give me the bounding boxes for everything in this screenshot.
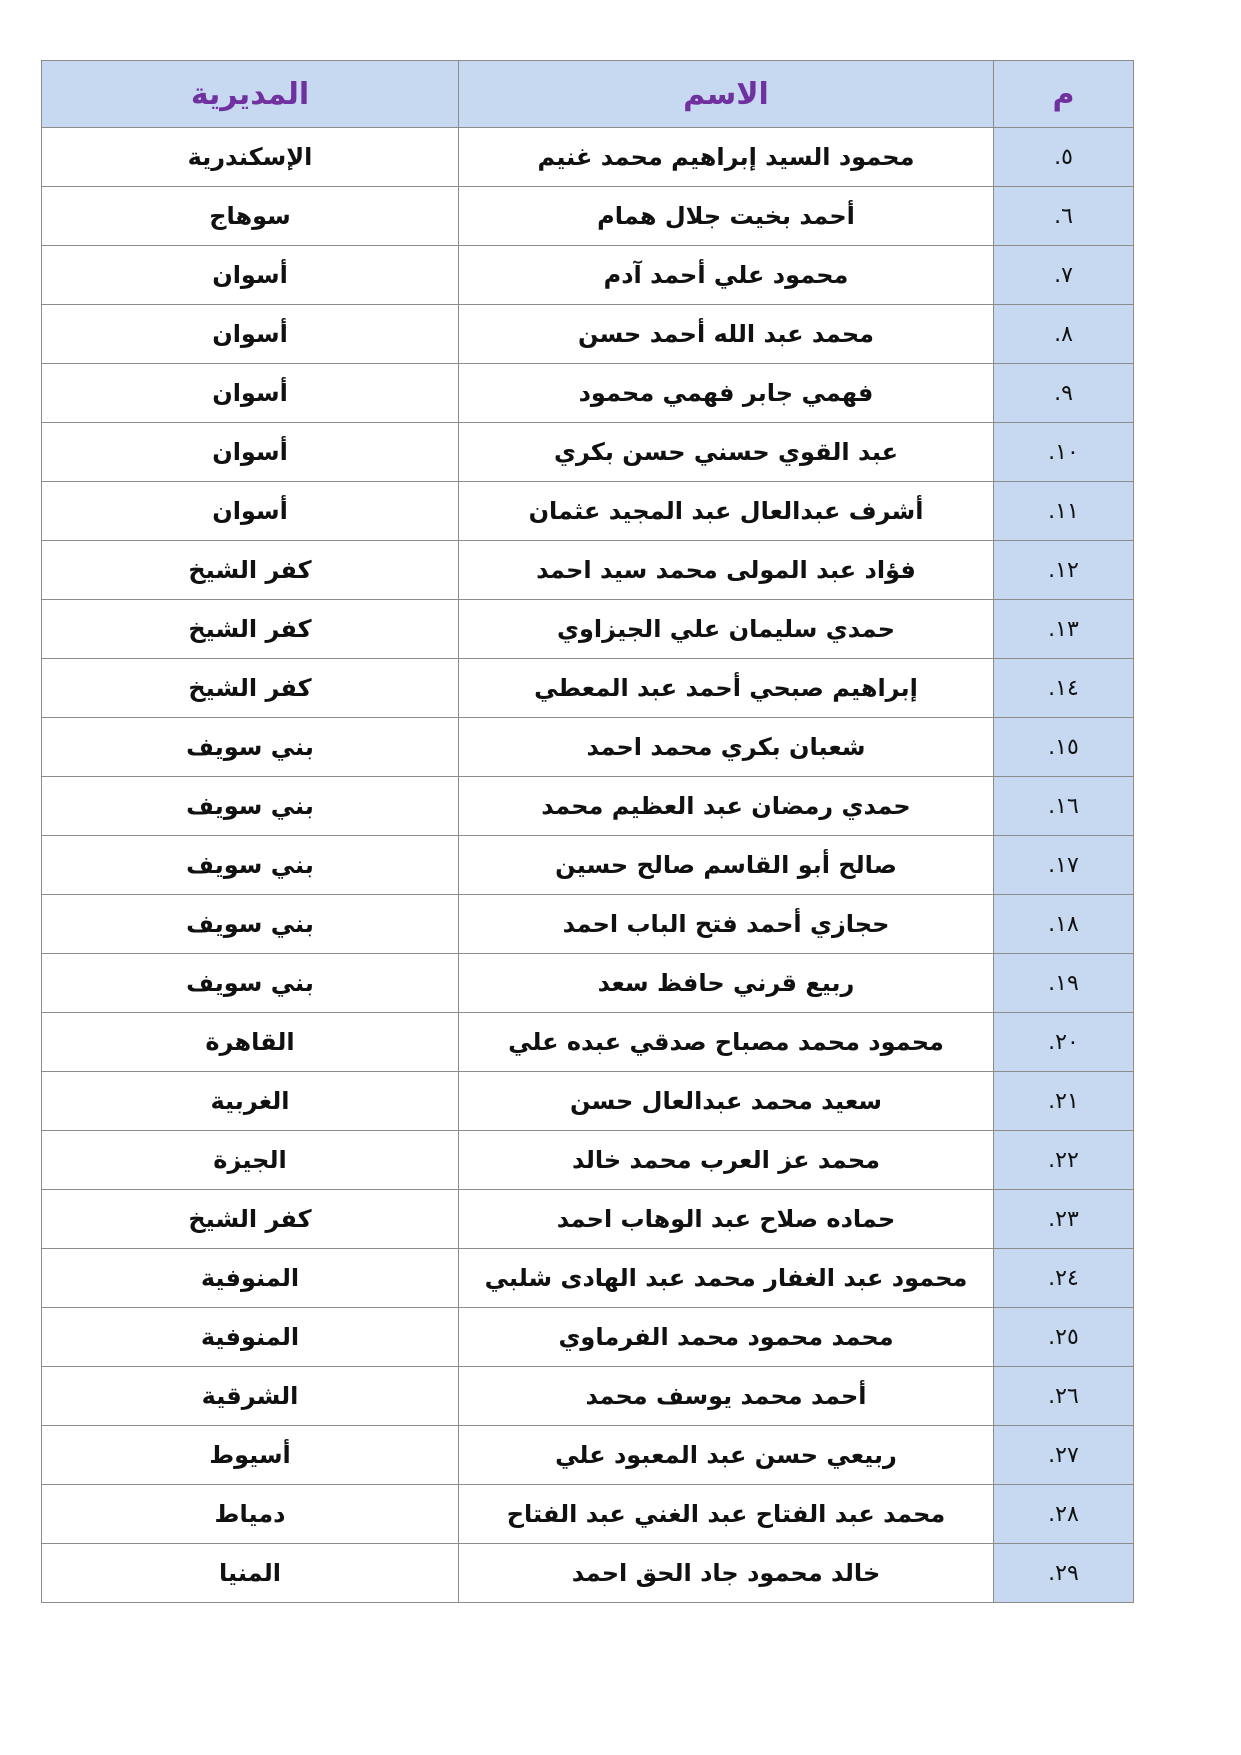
row-name: محمد عز العرب محمد خالد xyxy=(459,1131,994,1190)
row-name: محمد عبد الفتاح عبد الغني عبد الفتاح xyxy=(459,1485,994,1544)
table-row xyxy=(42,423,1134,482)
row-directorate: كفر الشيخ xyxy=(42,541,459,600)
row-number: ٢٠. xyxy=(994,1013,1134,1072)
names-table xyxy=(41,60,1134,1603)
row-number: ١٣. xyxy=(994,600,1134,659)
row-name: فهمي جابر فهمي محمود xyxy=(459,364,994,423)
row-name: أحمد بخيت جلال همام xyxy=(459,187,994,246)
row-directorate: المنيا xyxy=(42,1544,459,1603)
row-name: محمد محمود محمد الفرماوي xyxy=(459,1308,994,1367)
row-name: أشرف عبدالعال عبد المجيد عثمان xyxy=(459,482,994,541)
row-number: ٨. xyxy=(994,305,1134,364)
row-number: ٢٢. xyxy=(994,1131,1134,1190)
row-number: ١٤. xyxy=(994,659,1134,718)
row-number: ٢١. xyxy=(994,1072,1134,1131)
table-row xyxy=(42,895,1134,954)
row-number: ٩. xyxy=(994,364,1134,423)
row-directorate: كفر الشيخ xyxy=(42,600,459,659)
row-name: سعيد محمد عبدالعال حسن xyxy=(459,1072,994,1131)
table-body xyxy=(42,128,1134,1603)
row-directorate: أسوان xyxy=(42,423,459,482)
table-row xyxy=(42,128,1134,187)
table-row xyxy=(42,718,1134,777)
table-row xyxy=(42,954,1134,1013)
table-row xyxy=(42,1485,1134,1544)
row-directorate: أسيوط xyxy=(42,1426,459,1485)
row-number: ١١. xyxy=(994,482,1134,541)
table-row xyxy=(42,187,1134,246)
row-name: محمود السيد إبراهيم محمد غنيم xyxy=(459,128,994,187)
row-name: ربيعي حسن عبد المعبود علي xyxy=(459,1426,994,1485)
row-directorate: أسوان xyxy=(42,364,459,423)
row-directorate: أسوان xyxy=(42,246,459,305)
table-row xyxy=(42,1072,1134,1131)
table-row xyxy=(42,1308,1134,1367)
row-number: ٢٧. xyxy=(994,1426,1134,1485)
row-number: ٢٦. xyxy=(994,1367,1134,1426)
header-directorate: المديرية xyxy=(42,61,459,128)
row-name: خالد محمود جاد الحق احمد xyxy=(459,1544,994,1603)
row-name: محمود عبد الغفار محمد عبد الهادى شلبي xyxy=(459,1249,994,1308)
row-directorate: الغربية xyxy=(42,1072,459,1131)
row-directorate: المنوفية xyxy=(42,1249,459,1308)
table-row xyxy=(42,1544,1134,1603)
row-directorate: المنوفية xyxy=(42,1308,459,1367)
row-number: ٢٨. xyxy=(994,1485,1134,1544)
row-name: حمدي رمضان عبد العظيم محمد xyxy=(459,777,994,836)
row-directorate: بني سويف xyxy=(42,836,459,895)
row-number: ٢٤. xyxy=(994,1249,1134,1308)
row-directorate: الشرقية xyxy=(42,1367,459,1426)
row-directorate: بني سويف xyxy=(42,895,459,954)
table-row xyxy=(42,600,1134,659)
table-row xyxy=(42,541,1134,600)
table-row xyxy=(42,1190,1134,1249)
table-row xyxy=(42,246,1134,305)
table-row xyxy=(42,1013,1134,1072)
table-row xyxy=(42,836,1134,895)
row-name: أحمد محمد يوسف محمد xyxy=(459,1367,994,1426)
row-directorate: الجيزة xyxy=(42,1131,459,1190)
row-number: ٢٩. xyxy=(994,1544,1134,1603)
row-number: ١٢. xyxy=(994,541,1134,600)
table-row xyxy=(42,1131,1134,1190)
row-directorate: القاهرة xyxy=(42,1013,459,1072)
row-directorate: كفر الشيخ xyxy=(42,1190,459,1249)
row-name: شعبان بكري محمد احمد xyxy=(459,718,994,777)
row-directorate: بني سويف xyxy=(42,777,459,836)
header-name: الاسم xyxy=(459,61,994,128)
table-row xyxy=(42,659,1134,718)
row-name: محمود محمد مصباح صدقي عبده علي xyxy=(459,1013,994,1072)
row-directorate: أسوان xyxy=(42,482,459,541)
row-name: محمود علي أحمد آدم xyxy=(459,246,994,305)
row-directorate: سوهاج xyxy=(42,187,459,246)
row-directorate: دمياط xyxy=(42,1485,459,1544)
header-row xyxy=(42,61,1134,128)
table-row xyxy=(42,1367,1134,1426)
row-name: حجازي أحمد فتح الباب احمد xyxy=(459,895,994,954)
row-name: حماده صلاح عبد الوهاب احمد xyxy=(459,1190,994,1249)
table-row xyxy=(42,482,1134,541)
table-row xyxy=(42,777,1134,836)
row-name: حمدي سليمان علي الجيزاوي xyxy=(459,600,994,659)
row-number: ٧. xyxy=(994,246,1134,305)
header-number: م xyxy=(994,61,1134,128)
row-name: عبد القوي حسني حسن بكري xyxy=(459,423,994,482)
row-name: إبراهيم صبحي أحمد عبد المعطي xyxy=(459,659,994,718)
row-name: محمد عبد الله أحمد حسن xyxy=(459,305,994,364)
row-directorate: كفر الشيخ xyxy=(42,659,459,718)
row-directorate: أسوان xyxy=(42,305,459,364)
row-number: ١٩. xyxy=(994,954,1134,1013)
row-number: ١٧. xyxy=(994,836,1134,895)
row-directorate: بني سويف xyxy=(42,954,459,1013)
table-row xyxy=(42,305,1134,364)
row-number: ٦. xyxy=(994,187,1134,246)
row-directorate: بني سويف xyxy=(42,718,459,777)
row-number: ٥. xyxy=(994,128,1134,187)
row-number: ١٥. xyxy=(994,718,1134,777)
table-row xyxy=(42,1249,1134,1308)
row-number: ٢٥. xyxy=(994,1308,1134,1367)
row-directorate: الإسكندرية xyxy=(42,128,459,187)
row-name: فؤاد عبد المولى محمد سيد احمد xyxy=(459,541,994,600)
row-name: ربيع قرني حافظ سعد xyxy=(459,954,994,1013)
row-number: ١٠. xyxy=(994,423,1134,482)
table-row xyxy=(42,364,1134,423)
row-name: صالح أبو القاسم صالح حسين xyxy=(459,836,994,895)
row-number: ٢٣. xyxy=(994,1190,1134,1249)
row-number: ١٦. xyxy=(994,777,1134,836)
table-row xyxy=(42,1426,1134,1485)
row-number: ١٨. xyxy=(994,895,1134,954)
